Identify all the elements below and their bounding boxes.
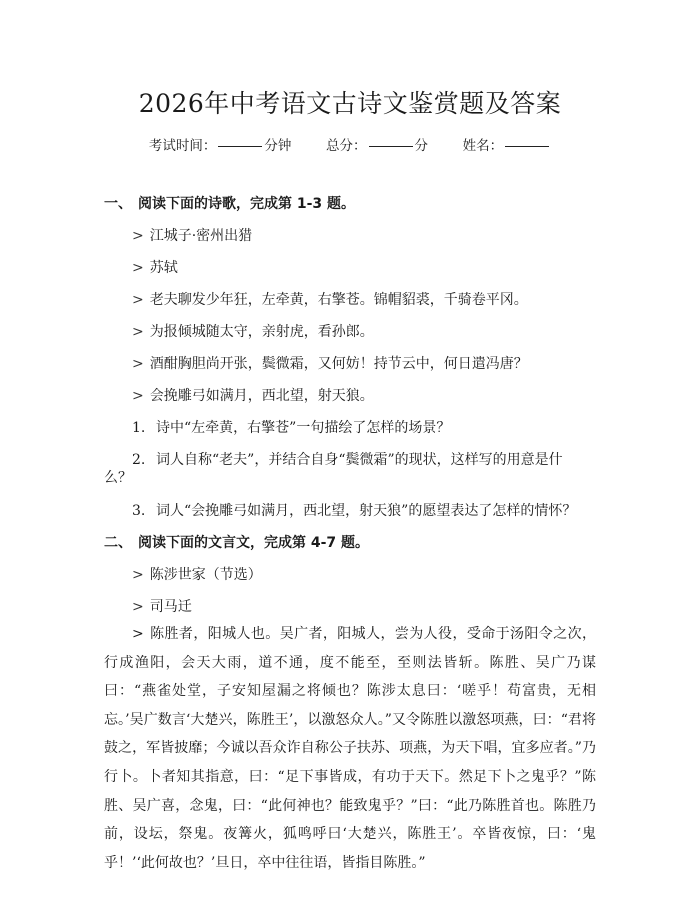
section-2-heading: 二、 阅读下面的文言文，完成第 4-7 题。 bbox=[104, 535, 370, 551]
page-title: 2026年中考语文古诗文鉴赏题及答案 bbox=[138, 89, 562, 118]
exam-meta bbox=[0, 134, 700, 154]
score-blank[interactable] bbox=[369, 145, 413, 147]
poem-line: > 酒酣胸胆尚开张，鬓微霜，又何妨！持节云中，何日遣冯唐？ bbox=[132, 356, 528, 372]
poem-line: > 会挽雕弓如满月，西北望，射天狼。 bbox=[132, 388, 374, 404]
question-1: 1. 诗中“左牵黄，右擎苍”一句描绘了怎样的场景？ bbox=[132, 420, 451, 436]
chevron-right-icon: > bbox=[132, 356, 144, 372]
name-label: 姓名： bbox=[462, 138, 504, 154]
chevron-right-icon: > bbox=[132, 388, 144, 404]
chevron-right-icon: > bbox=[132, 292, 144, 308]
question-2-continued: 么？ bbox=[104, 470, 132, 486]
chevron-right-icon: > bbox=[132, 324, 144, 340]
chevron-right-icon: > bbox=[132, 260, 144, 276]
score-label: 总分： bbox=[326, 138, 367, 154]
chevron-right-icon: > bbox=[132, 567, 144, 583]
score-unit: 分 bbox=[414, 138, 428, 154]
time-blank[interactable] bbox=[218, 145, 262, 147]
poem-line: > 江城子·密州出猎 bbox=[132, 228, 253, 244]
classical-passage: > 陈胜者，阳城人也。吴广者，阳城人，尝为人役，受命于汤阳令之次，行成渔阳，会天大雨，道不通，度不能至，至则法皆斩。陈胜、吴广乃谋曰：“燕雀处堂，子安知屋漏之将倾也？陈涉太息曰：‘嗟乎！苟富贵，无相忘。’吴广数言‘大楚兴，陈胜王’，以激怒众人。”又令陈胜以激怒项燕，曰：“君将鼓之，军皆披靡；今诚以吾众诈自称公子扶苏、项燕，为天下唱，宜多应者。”乃行卜。卜者知其指意，曰：“足下事皆成，有功于天下。然足下卜之鬼乎？”陈胜、吴广喜，念鬼，曰：“此何神也？能致鬼乎？”曰：“此乃陈胜首也。陈胜乃前，设坛，祭鬼。夜篝火，狐鸣呼曰‘大楚兴，陈胜王’。卒皆夜惊，曰：‘鬼乎！’‘此何故也？’旦日，卒中往往语，皆指目陈胜。” bbox=[104, 626, 596, 871]
question-2: 2. 词人自称“老夫”，并结合自身“鬓微霜”的现状，这样写的用意是什 bbox=[132, 452, 563, 468]
time-unit: 分钟 bbox=[264, 138, 292, 154]
question-3: 3. 词人“会挽雕弓如满月，西北望，射天狼”的愿望表达了怎样的情怀？ bbox=[132, 503, 577, 519]
chevron-right-icon: > bbox=[132, 228, 144, 244]
section-1-heading: 一、 阅读下面的诗歌，完成第 1-3 题。 bbox=[104, 196, 356, 212]
chevron-right-icon: > bbox=[132, 599, 144, 615]
text-title-line: > 陈涉世家（节选） bbox=[132, 567, 262, 583]
time-label: 考试时间： bbox=[148, 138, 217, 154]
name-blank[interactable] bbox=[505, 145, 549, 147]
poem-line: > 老夫聊发少年狂，左牵黄，右擎苍。锦帽貂裘，千骑卷平冈。 bbox=[132, 292, 528, 308]
poem-line: > 为报倾城随太守，亲射虎，看孙郎。 bbox=[132, 324, 374, 340]
chevron-right-icon: > bbox=[132, 626, 144, 642]
text-author-line: > 司马迁 bbox=[132, 599, 192, 615]
poem-line: > 苏轼 bbox=[132, 260, 178, 276]
